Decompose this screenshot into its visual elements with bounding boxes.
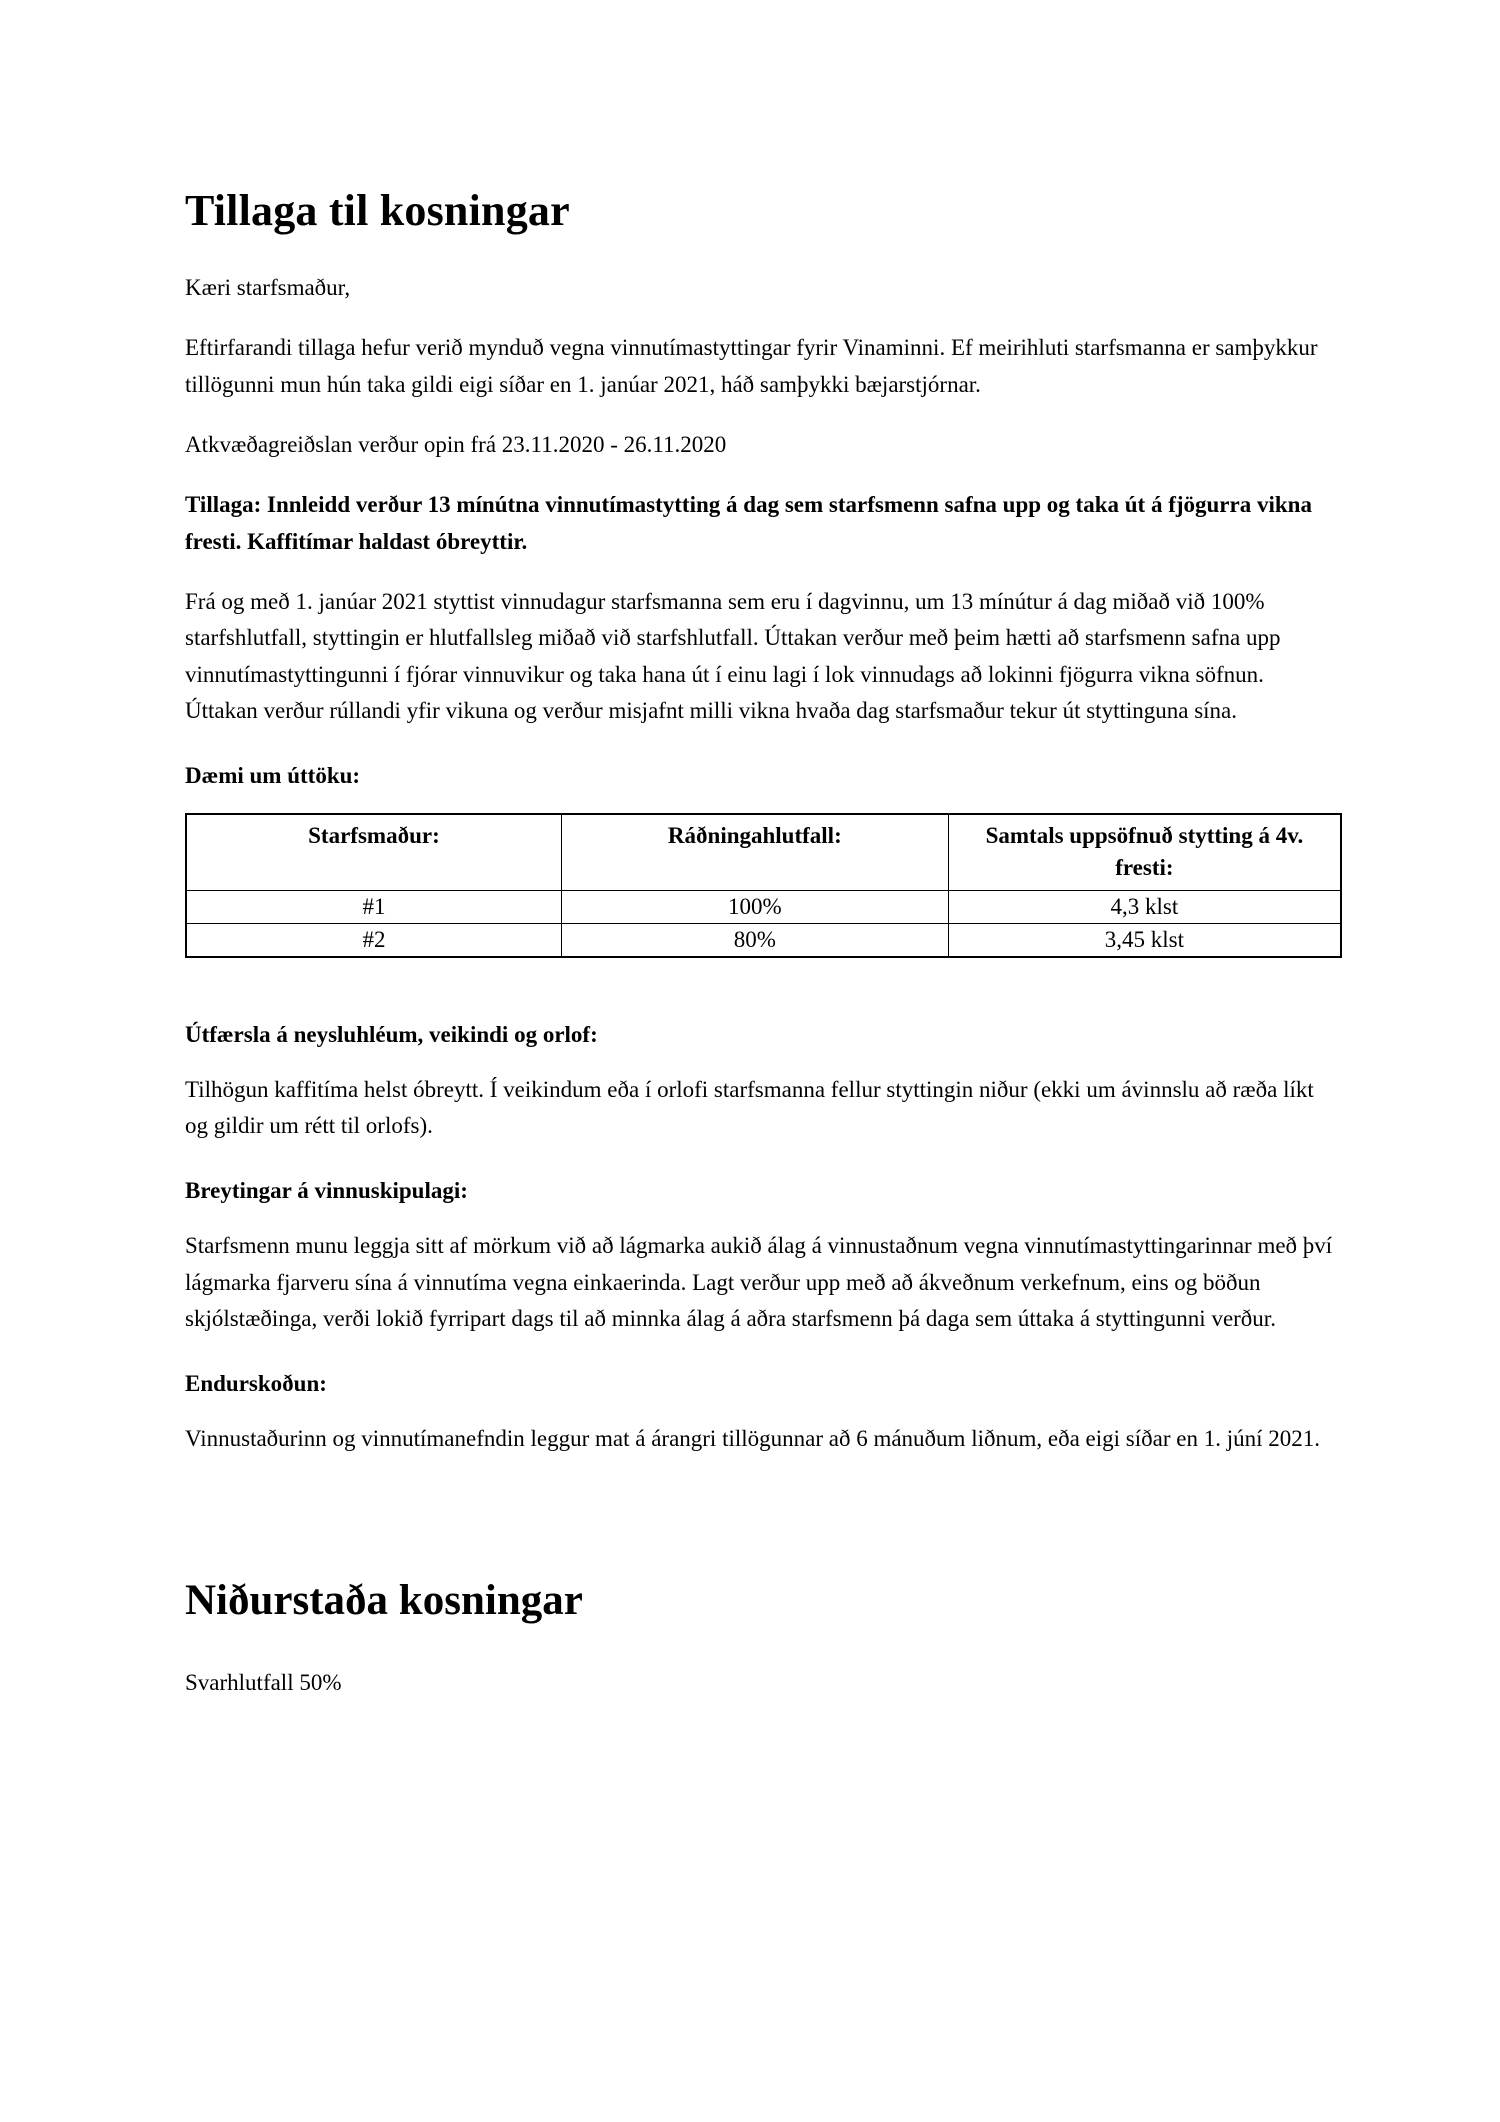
section-body-breaks-sickness-vacation: Tilhögun kaffitíma helst óbreytt. Í veikindum eða í orlofi starfsmanna fellur styttingin niður (ekki um ávinnslu að ræða líkt og gildir um rétt til orlofs).: [185, 1076, 1314, 1138]
table-row: [186, 890, 1341, 923]
section-heading-breaks-sickness-vacation: Útfærsla á neysluhléum, veikindi og orlof:: [185, 1021, 598, 1047]
response-rate: Svarhlutfall 50%: [185, 1669, 342, 1695]
table-header-employment-ratio: Ráðningahlutfall:: [561, 814, 948, 890]
example-table: [185, 813, 1342, 957]
table-header-row: [186, 814, 1341, 890]
table-header-employee: Starfsmaður:: [186, 814, 561, 890]
table-cell-employee: #2: [186, 923, 561, 957]
table-row: [186, 923, 1341, 957]
proposal-statement: Tillaga: Innleidd verður 13 mínútna vinnutímastytting á dag sem starfsmenn safna upp og taka út á fjögurra vikna fresti. Kaffitímar haldast óbreyttir.: [185, 492, 1312, 554]
section-heading-review: Endurskoðun:: [185, 1371, 327, 1397]
section-heading-work-organisation: Breytingar á vinnuskipulagi:: [185, 1178, 468, 1204]
example-heading: Dæmi um úttöku:: [185, 763, 361, 789]
table-cell-hours: 4,3 klst: [948, 890, 1341, 923]
table-cell-employee: #1: [186, 890, 561, 923]
section-body-work-organisation: Starfsmenn munu leggja sitt af mörkum við að lágmarka aukið álag á vinnustaðnum vegna vinnutímastyttingarinnar með því lágmarka fjarveru sína á vinnutíma vegna einkaerinda. Lagt verður upp með að ákveðnum verkefnum, eins og böðun skjólstæðinga, verði lokið fyrripart dags til að minnka álag á aðra starfsmenn þá daga sem úttaka á styttingunni verður.: [185, 1233, 1333, 1331]
details-paragraph: Frá og með 1. janúar 2021 styttist vinnudagur starfsmanna sem eru í dagvinnu, um 13 mínútur á dag miðað við 100% starfshlutfall, styttingin er hlutfallsleg miðað við starfshlutfall. Úttakan verður með þeim hætti að starfsmenn safna upp vinnutímastyttingunni í fjórar vinnuvikur og taka hana út í einu lagi í lok vinnudags að lokinni fjögurra vikna söfnun. Úttakan verður rúllandi yfir vikuna og verður misjafnt milli vikna hvaða dag starfsmaður tekur út styttinguna sína.: [185, 588, 1281, 723]
page-title: Tillaga til kosningar: [185, 186, 570, 235]
intro-paragraph: Eftirfarandi tillaga hefur verið mynduð vegna vinnutímastyttingar fyrir Vinaminni. Ef meirihluti starfsmanna er samþykkur tillögunni mun hún taka gildi eigi síðar en 1. janúar 2021, háð samþykki bæjarstjórnar.: [185, 335, 1318, 397]
voting-period-paragraph: Atkvæðagreiðslan verður opin frá 23.11.2020 - 26.11.2020: [185, 431, 727, 457]
section-body-review: Vinnustaðurinn og vinnutímanefndin leggur mat á árangri tillögunnar að 6 mánuðum liðnum, eða eigi síðar en 1. júní 2021.: [185, 1426, 1320, 1452]
table-cell-hours: 3,45 klst: [948, 923, 1341, 957]
table-cell-ratio: 100%: [561, 890, 948, 923]
greeting-paragraph: Kæri starfsmaður,: [185, 275, 351, 300]
results-title: Niðurstaða kosningar: [185, 1576, 583, 1624]
table-header-accumulated-reduction: Samtals uppsöfnuð stytting á 4v. fresti:: [948, 814, 1341, 890]
table-cell-ratio: 80%: [561, 923, 948, 957]
